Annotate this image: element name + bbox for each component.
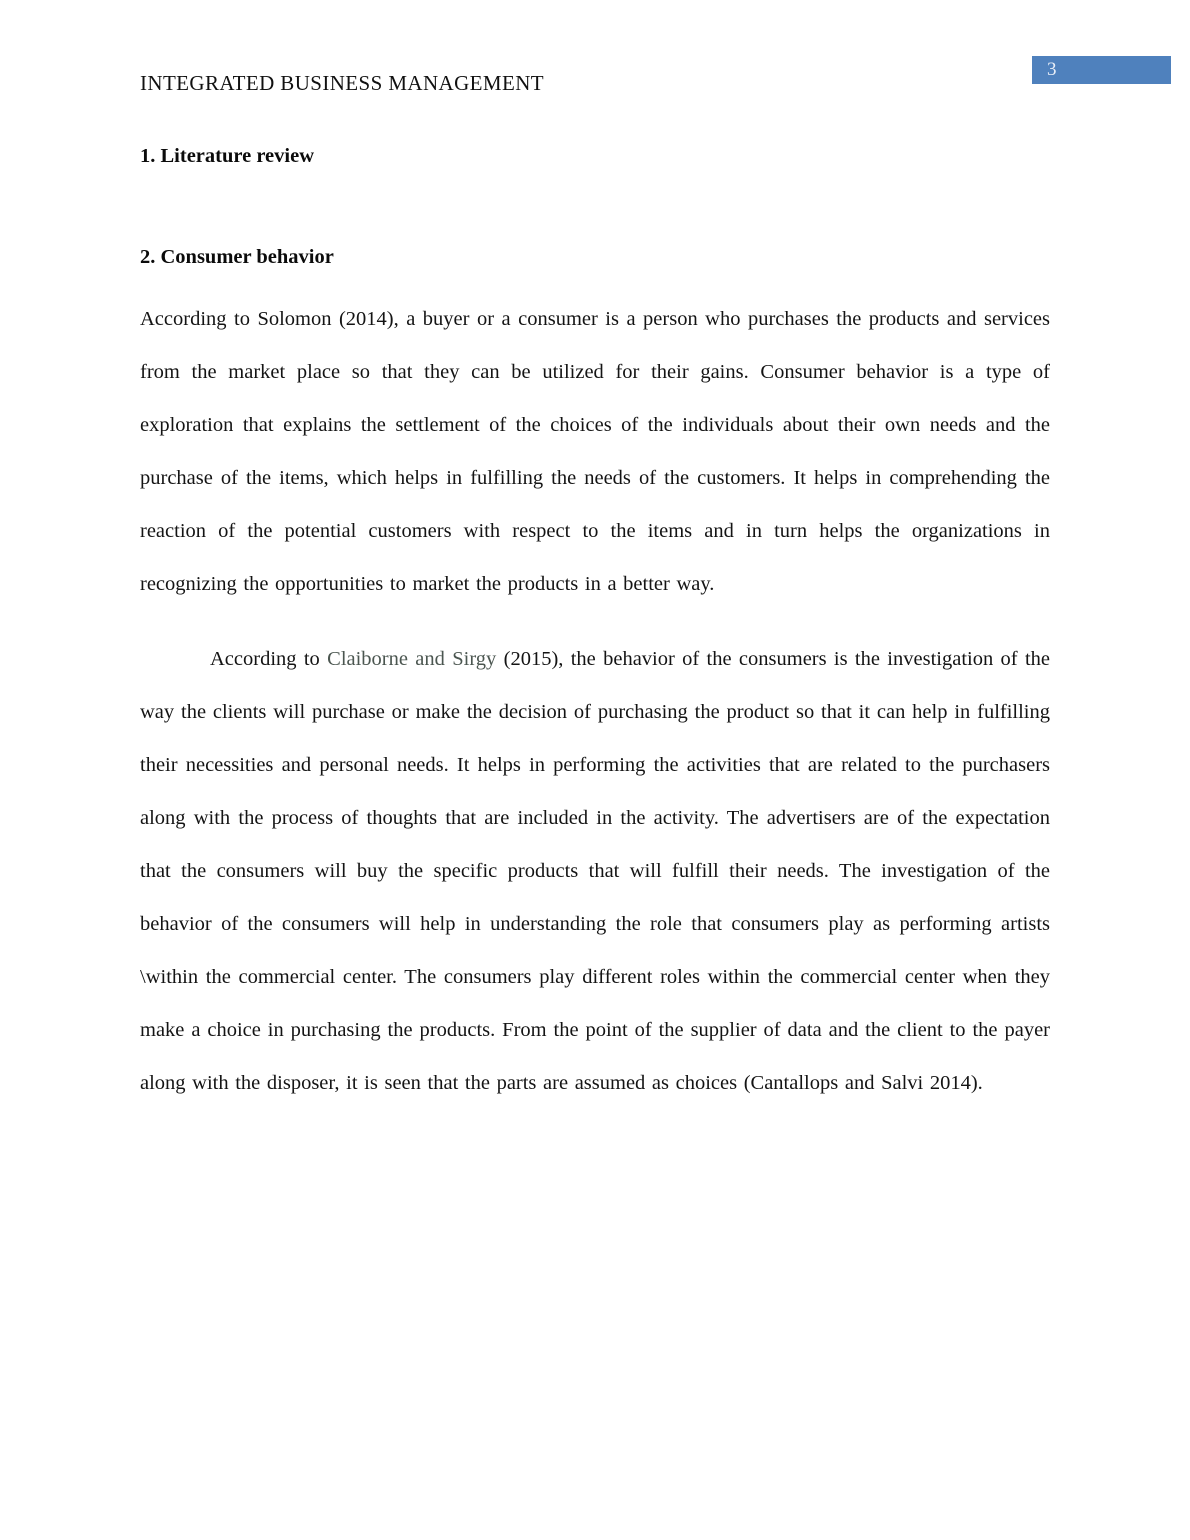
page-number: 3	[1047, 59, 1057, 80]
running-head: INTEGRATED BUSINESS MANAGEMENT	[140, 71, 544, 95]
section-heading-consumer-behavior: 2. Consumer behavior	[140, 246, 334, 268]
section-heading-literature-review: 1. Literature review	[140, 145, 314, 167]
author-names: Claiborne and Sirgy	[327, 648, 497, 670]
page-number-box	[1032, 56, 1171, 84]
paragraph-solomon: According to Solomon (2014), a buyer or a consumer is a person who purchases the products and services from the market place so that they can be utilized for their gains. Consumer behavior is a type of exploration that explains the settlement of the choices of the individuals about their own needs and the purchase of the items, which helps in fulfilling the needs of the customers. It helps in comprehending the reaction of the potential customers with respect to the items and in turn helps the organizations in recognizing the opportunities to market the products in a better way.	[140, 308, 1050, 595]
paragraph-claiborne-body: (2015), the behavior of the consumers is the investigation of the way the clients will purchase or make the decision of purchasing the product so that it can help in fulfilling their necessities and personal needs. It helps in performing the activities that are related to the purchasers along with the process of thoughts that are included in the activity. The advertisers are of the expectation that the consumers will buy the specific products that will fulfill their needs. The investigation of the behavior of the consumers will help in understanding the role that consumers play as performing artists \within the commercial center. The consumers play different roles within the commercial center when they make a choice in purchasing the products. From the point of the supplier of data and the client to the payer along with the disposer, it is seen that the parts are assumed as choices (Cantallops and Salvi 2014).	[140, 648, 1050, 1094]
paragraph-claiborne	[140, 633, 1050, 1110]
paragraph-claiborne-lead: According to	[210, 648, 328, 670]
document-content	[140, 145, 1050, 1110]
